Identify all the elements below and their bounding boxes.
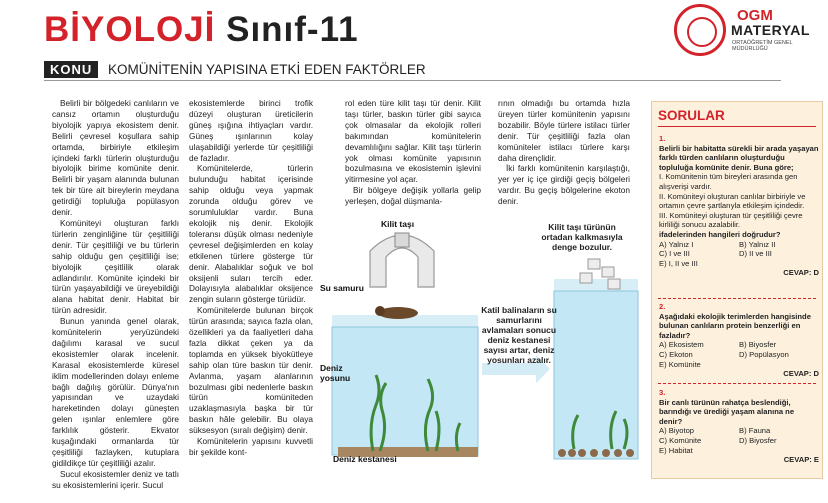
question-3: [659, 388, 819, 465]
paragraph: Komünitelerde, türlerin bulunduğu habitat içerisinde sahip olduğu veya yapmak zorunda olduğu görev ve sorumluluklar vardır. Buna ekolojik niş denir. Ekolojik toleransı düşük olması nedeniyle çevresel değişimlerden en kolay etkilenen türlere gösterge tür denir. Alabalıklar soğuk ve bol oksijenli suları tercih eder. Dolayısıyla alabalıklar oksijence zengin suların gösterge türüdür.: [189, 163, 313, 305]
question-text: Belirli bir habitatta sürekli bir arada yaşayan farklı türden canlıların oluşturduğu topluluğa komünite denir. Buna göre;: [659, 143, 819, 172]
option[interactable]: E) Habitat: [659, 445, 693, 455]
urchin-label: Deniz kestanesi: [333, 454, 397, 464]
topic-bar: [44, 61, 781, 78]
questions-panel: [651, 101, 823, 479]
paragraph: Komüniteyi oluşturan farklı türlerin zenginliğine tür çeşitliliği denir. Tür çeşitliliği ve bu türlerin sahip olduğu gen çeşitliliği ise; biyolojik çeşitlilik olarak adlandırılır. Komünite içindeki bir türün yaşayabildiği ve üreyebildiği alana habitat denir. Habitat bir türün adresidir.: [52, 217, 179, 316]
text-column-3: [345, 98, 481, 207]
answer: CEVAP: E: [783, 455, 819, 465]
keystone-label: Kilit taşı: [381, 219, 415, 229]
question-separator: [658, 298, 816, 299]
paragraph: Komünitelerin yapısını kuvvetli bir şekilde kont-: [189, 436, 313, 457]
text-column-2: [189, 98, 313, 458]
question-text: Aşağıdaki ekolojik terimlerden hangisinde bulunan canlıların protein benzerliği en fazladır?: [659, 311, 811, 340]
statement: III. Komüniteyi oluşturan tür çeşitliliği çevre kirliliği sonucu azalabilir.: [659, 210, 803, 230]
questions-divider: [658, 126, 816, 127]
option[interactable]: B) Fauna: [739, 426, 771, 436]
paragraph: rının olmadığı bu ortamda hızla üreyen türler komünitenin yapısını bozabilir. Böyle türlere istilacı türler denir. Tür çeşitliliği fazla olan komüniteler istilacı türlere karşı daha dirençlidir.: [498, 98, 630, 163]
page-title: [44, 10, 359, 50]
answer: CEVAP: D: [783, 369, 819, 379]
topic-badge: KONU: [44, 61, 98, 78]
option[interactable]: D) Biyosfer: [739, 435, 777, 445]
question-text: Bir canlı türünün rahatça beslendiği, barındığı ve ürediği yaşam alanına ne denir?: [659, 397, 795, 426]
option[interactable]: B) Biyosfer: [739, 340, 777, 350]
option[interactable]: D) Popülasyon: [739, 349, 789, 359]
option[interactable]: C) Komünite: [659, 435, 702, 445]
logo-sub: MATERYAL: [731, 22, 810, 38]
paragraph: Sucul ekosistemler deniz ve tatlı su ekosistemlerini içerir. Sucul: [52, 468, 179, 490]
questions-title: SORULAR: [658, 108, 725, 123]
paragraph: Belirli bir bölgedeki canlıların ve cansız ortamın oluşturduğu biyolojik yapıya ekosistem denir. Belirli çevresel koşullara sahip ortamda, birbiriyle etkileşim içindeki farklı türlerin oluşturduğu biyolojik birime komünite denir. Belirli bir yaşam alanında bulunan tek bir türe ait bireylerin meydana getirdiği topluluğa popülasyon denir.: [52, 98, 179, 218]
option[interactable]: E) I, II ve III: [659, 258, 698, 268]
question-ask: ifadelerinden hangileri doğrudur?: [659, 229, 781, 239]
option[interactable]: B) Yalnız II: [739, 239, 776, 249]
question-number: 1.: [659, 134, 666, 143]
option[interactable]: C) I ve III: [659, 249, 690, 259]
paragraph: Komünitelerde bulunan birçok türün arasında; sayıca fazla olan, özellikleri ya da faaliyetleri daha fazla dikkat çeken ya da toplamda en yüksek biyokütleye sahip olan türe baskın tür denir. Avlanma, yaşam alanlarının bozulması gibi nedenlerle baskın türün komüniteden uzaklaşmasıyla başka bir tür baskın hâle gelebilir. Bu olaya süksesyon (sıralı değişim) denir.: [189, 305, 313, 436]
title-subject: BİYOLOJİ: [44, 10, 216, 49]
statement: II. Komüniteyi oluşturan canlılar birbiriyle ve ortamın çevre şartlarıyla etkileşim içindedir.: [659, 191, 806, 211]
otter-label: Su samuru: [320, 283, 364, 293]
topic-divider: [44, 80, 781, 81]
question-number: 2.: [659, 302, 666, 311]
figure-caption-right: Kilit taşı türünün ortadan kalkmasıyla denge bozulur.: [541, 222, 623, 252]
options: [659, 426, 819, 455]
option[interactable]: A) Biyotop: [659, 426, 695, 436]
question-number: 3.: [659, 388, 666, 397]
question-separator: [658, 383, 816, 384]
paragraph: ekosistemlerde birinci trofik düzeyi oluşturan üreticilerin güneş ışığına ihtiyaçları vardır. Güneş ışınlarının kolay ulaşabildiği yerlerde tür çeşitliliği de fazladır.: [189, 98, 313, 163]
logo-unit: ORTAÖĞRETİM GENEL MÜDÜRLÜĞÜ: [732, 40, 793, 52]
stone-arch-icon: [370, 233, 434, 287]
paragraph: rol eden türe kilit taşı tür denir. Kilit taşı türler, baskın türler gibi sayıca çok olmasalar da ekolojik rolleri bakımından komünitelerin devamlılığını sağlar. Kilit taşı türlerin yok olması komünite yapısının bozulmasına ve ekosistemin işlevini yitirmesine yol açar.: [345, 98, 481, 185]
right-tank-icon: [554, 259, 638, 459]
paragraph: Bunun yanında genel olarak, komünitelerin yeryüzündeki dağılımı karasal ve sucul ekosistemler olarak incelenir. Karasal ekosistemlerde küresel iklim modellerinden dolayı enleme bağlı dağılış görülür. Dünya'nın yapısından ve uzaydaki hareketinden dolayı güneşten gelen ışınlar enlemlere göre farklılık gösterir. Ekvator kuşağındaki ormanlarda tür çeşitliliği fazlayken, kutuplara gidildikçe tür çeşitliliği azalır.: [52, 316, 179, 468]
title-grade: Sınıf-11: [226, 10, 359, 49]
paragraph: Bir bölgeye değişik yollarla gelip yerleşen, doğal düşmanla-: [345, 185, 481, 207]
option[interactable]: A) Yalnız I: [659, 239, 694, 249]
option[interactable]: D) II ve III: [739, 249, 772, 259]
text-column-1: [52, 98, 179, 491]
ministry-seal-icon: [674, 4, 726, 56]
option[interactable]: C) Ekoton: [659, 349, 693, 359]
figure-caption-center: Katil balinaların su samurlarını avlamaları sonucu deniz kestanesi sayısı artar, deniz yosunları azalır.: [481, 305, 557, 365]
statement: I. Komünitenin tüm bireyleri arasında gen alışverişi vardır.: [659, 172, 798, 191]
topic-title: KOMÜNİTENİN YAPISINA ETKİ EDEN FAKTÖRLER: [108, 62, 426, 77]
answer: CEVAP: D: [783, 268, 819, 278]
question-1: [659, 134, 819, 278]
paragraph: İki farklı komünitenin karşılaştığı, yer yer iç içe girdiği geçiş bölgeleri vardır. Bu geçiş bölgelerine ekoton denir.: [498, 163, 630, 207]
kelp-label: Deniz yosunu: [320, 363, 351, 383]
options: [659, 240, 819, 269]
option[interactable]: E) Komünite: [659, 359, 701, 369]
option[interactable]: A) Ekosistem: [659, 340, 704, 350]
logo-brand: OGM: [737, 7, 773, 24]
text-column-4: [498, 98, 630, 207]
question-2: [659, 302, 819, 379]
options: [659, 340, 819, 369]
